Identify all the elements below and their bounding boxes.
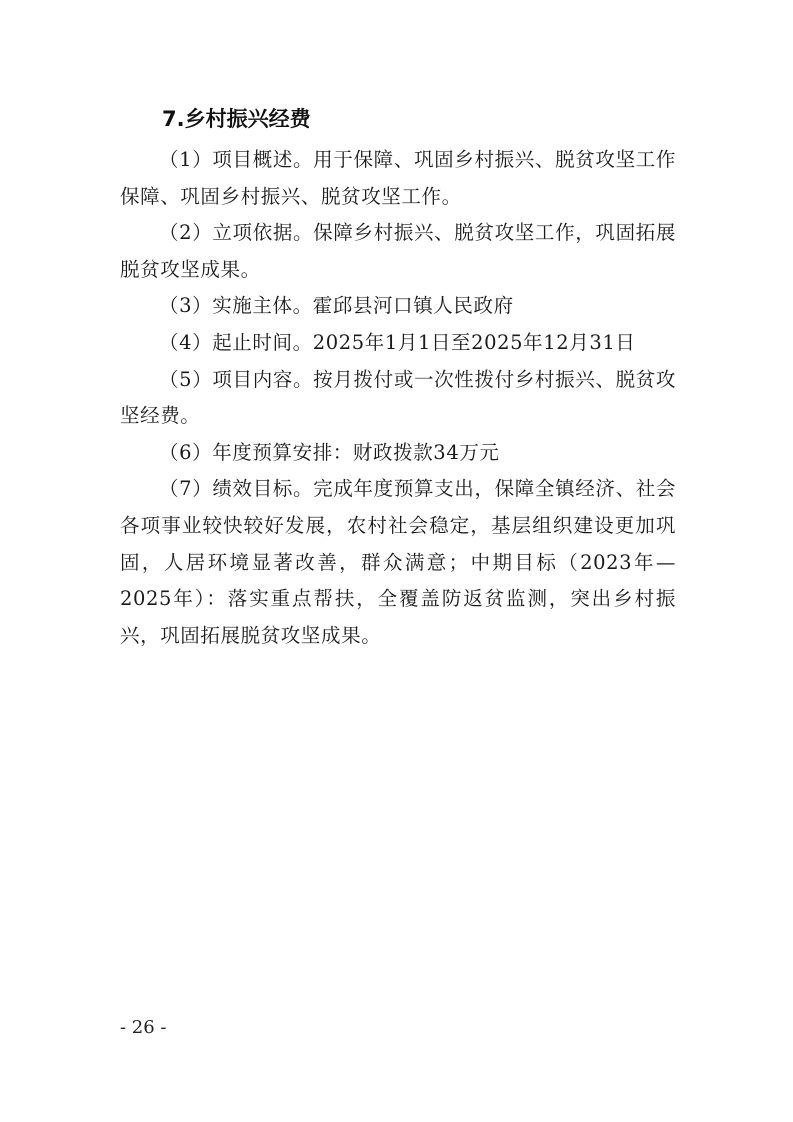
paragraph-time-period: （4）起止时间。2025年1月1日至2025年12月31日 (159, 330, 636, 354)
paragraph-annual-budget: （6）年度预算安排：财政拨款34万元 (159, 440, 500, 464)
document-body (120, 142, 676, 654)
page-number: - 26 - (120, 1017, 167, 1038)
paragraph-project-overview: （1）项目概述。用于保障、巩固乡村振兴、脱贫攻坚工作保障、巩固乡村振兴、脱贫攻坚工作。 (120, 148, 676, 208)
paragraph-performance-goals: （7）绩效目标。完成年度预算支出，保障全镇经济、社会各项事业较快较好发展，农村社会稳定，基层组织建设更加巩固，人居环境显著改善，群众满意；中期目标（2023年—2025年）：落实重点帮扶，全覆盖防返贫监测，突出乡村振兴，巩固拓展脱贫攻坚成果。 (120, 477, 676, 647)
paragraph-project-basis: （2）立项依据。保障乡村振兴、脱贫攻坚工作，巩固拓展脱贫攻坚成果。 (120, 221, 676, 281)
section-title: 7.乡村振兴经费 (162, 107, 311, 131)
paragraph-project-content: （5）项目内容。按月拨付或一次性拨付乡村振兴、脱贫攻坚经费。 (120, 367, 676, 428)
paragraph-implementing-entity: （3）实施主体。霍邱县河口镇人民政府 (159, 294, 514, 318)
